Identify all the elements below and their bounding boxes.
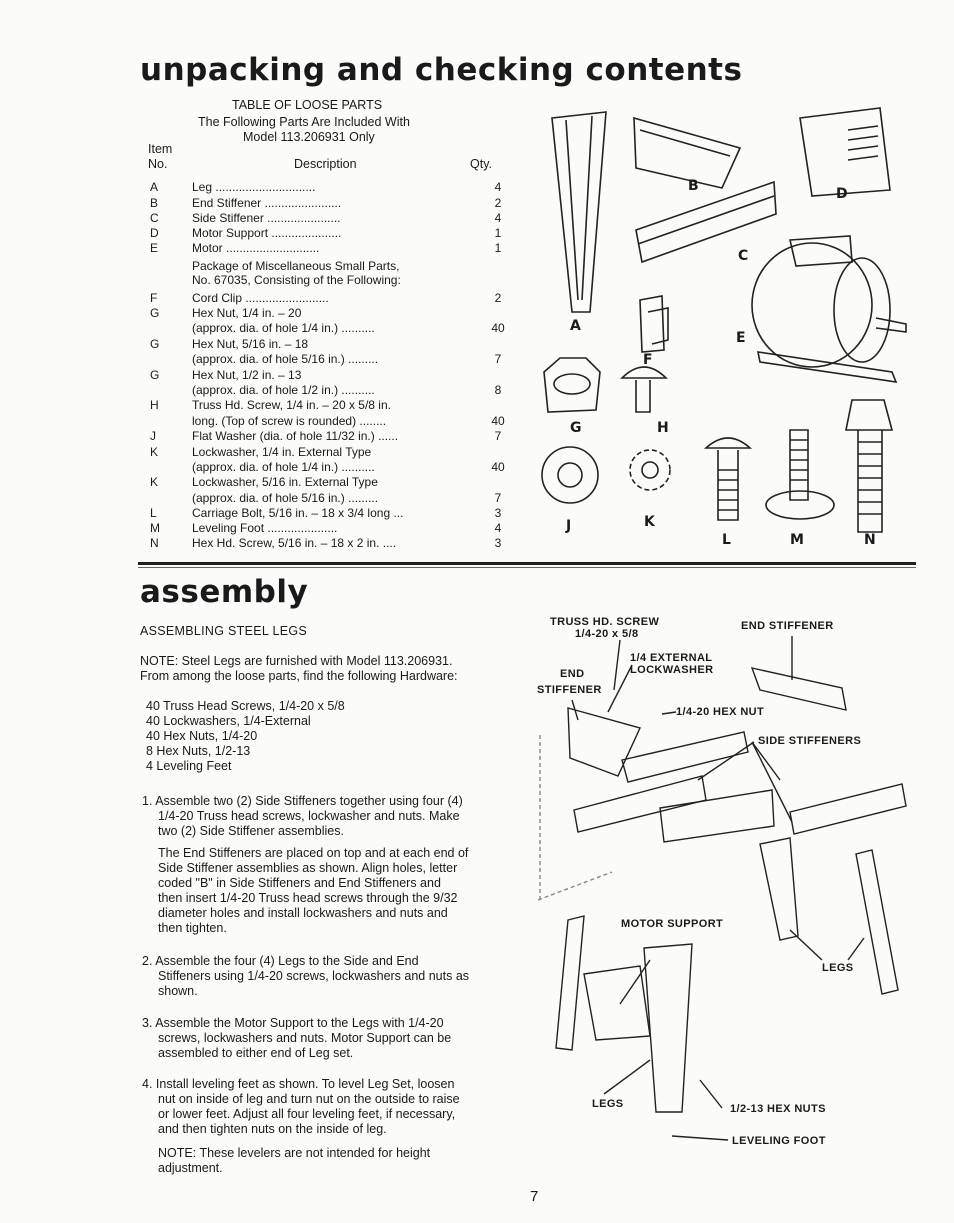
label-motor-support: MOTOR SUPPORT [621,918,724,930]
row-item: J [150,429,156,443]
row-item: B [150,196,159,210]
row-item: H [150,398,159,412]
row-qty: 4 [494,521,502,535]
hardware-item: 40 Lockwashers, 1/4-External [146,714,311,728]
row-item: N [150,536,159,550]
label-hex-nuts-half: 1/2-13 HEX NUTS [730,1103,826,1115]
row-description: Hex Hd. Screw, 5/16 in. – 18 x 2 in. .... [192,536,397,550]
col-item-label: Item [148,142,173,156]
label-leveling-foot: LEVELING FOOT [732,1135,826,1147]
row-description: (approx. dia. of hole 1/4 in.) .......... [192,321,375,335]
row-item: F [150,291,158,305]
row-qty: 2 [494,291,502,305]
end-stiffener-part [752,668,846,710]
label-end-stiffener-top: END STIFFENER [741,620,834,632]
table-subtitle-2: Model 113.206931 Only [243,130,375,144]
row-item: L [150,506,157,520]
side-stiffener-right [790,784,906,834]
label-legs-right: LEGS [822,962,854,974]
row-qty: 1 [494,241,502,255]
row-description: End Stiffener ....................... [192,196,342,210]
assembly-title: assembly [140,574,309,610]
row-description: Motor ............................ [192,241,320,255]
label-stiffener: STIFFENER [537,684,602,696]
row-qty: 7 [494,352,502,366]
page-title: unpacking and checking contents [140,52,743,88]
row-qty: 1 [494,226,502,240]
row-description: Hex Nut, 5/16 in. – 18 [192,337,309,351]
row-qty: 4 [494,211,502,225]
leg-left-2 [644,944,692,1112]
side-stiffener-upper [622,732,748,782]
part-letter-n: N [864,532,876,548]
row-qty: 40 [491,321,505,335]
side-stiffener-mid [660,790,774,842]
row-qty: 4 [494,180,502,194]
row-item: M [150,521,160,535]
part-letter-m: M [790,532,804,548]
step-3: 3. Assemble the Motor Support to the Legs with 1/4-20 screws, lockwashers and nuts. Motor Support can be assembled to either end of Leg set. [142,1016,452,1060]
label-external-2: LOCKWASHER [630,664,714,676]
row-item: K [150,475,159,489]
table-subtitle-1: The Following Parts Are Included With [198,115,410,129]
label-external-1: 1/4 EXTERNAL [630,652,713,664]
part-letter-f: F [643,352,653,368]
leg-right-2 [856,850,898,994]
row-item: G [150,368,160,382]
row-description: Motor Support ..................... [192,226,342,240]
step-1-detail: The End Stiffeners are placed on top and at each end of Side Stiffener assemblies as shown. Align holes, letter coded "B" in Side Stiffeners and End Stiffeners and then insert 1/4-20 Truss head screws through the 9/32 diameter holes and install lockwashers and nuts and then tighten. [158,846,469,935]
label-hex-nut: 1/4-20 HEX NUT [676,706,765,718]
hardware-item: 4 Leveling Feet [146,759,232,773]
row-qty: 7 [494,429,502,443]
part-letter-a: A [570,318,581,334]
row-description: Flat Washer (dia. of hole 11/32 in.) ...... [192,429,399,443]
motor-support-part [584,966,650,1040]
row-qty: 8 [494,383,502,397]
row-description: Hex Nut, 1/4 in. – 20 [192,306,302,320]
row-qty: 7 [494,491,502,505]
row-qty: 3 [494,506,502,520]
leg-left-1 [556,916,584,1050]
hardware-item: 40 Truss Head Screws, 1/4-20 x 5/8 [146,699,345,713]
part-letter-h: H [657,420,669,436]
label-truss-size: 1/4-20 x 5/8 [575,628,639,640]
part-letter-e: E [736,330,746,346]
row-description: Side Stiffener ...................... [192,211,341,225]
step-2: 2. Assemble the four (4) Legs to the Side and End Stiffeners using 1/4-20 screws, lockwashers and nuts as shown. [142,954,470,998]
row-description: Package of Miscellaneous Small Parts, [192,259,400,273]
col-description-label: Description [294,157,357,171]
label-side-stiffeners: SIDE STIFFENERS [758,735,862,747]
row-item: D [150,226,159,240]
label-truss-screw: TRUSS HD. SCREW [550,616,660,628]
row-description: (approx. dia. of hole 5/16 in.) ......... [192,352,379,366]
page-number: 7 [530,1188,539,1205]
row-item: K [150,445,159,459]
row-item: A [150,180,159,194]
row-item: C [150,211,159,225]
part-letter-j: J [566,518,572,534]
row-description: Lockwasher, 5/16 in. External Type [192,475,378,489]
row-qty: 3 [494,536,502,550]
row-qty: 2 [494,196,502,210]
part-letter-b: B [688,178,699,194]
label-legs-left: LEGS [592,1098,624,1110]
row-description: long. (Top of screw is rounded) ........ [192,414,387,428]
assembly-note-1: NOTE: Steel Legs are furnished with Model 113.206931. [140,654,453,668]
row-description: Leg .............................. [192,180,316,194]
step-1: 1. Assemble two (2) Side Stiffeners together using four (4) 1/4-20 Truss head screws, lockwasher and nuts. Make two (2) Side Stiffener assemblies. [142,794,463,838]
row-qty: 40 [491,460,505,474]
row-description: (approx. dia. of hole 5/16 in.) ......... [192,491,379,505]
part-letter-g: G [570,420,582,436]
step-4-note: NOTE: These levelers are not intended for height adjustment. [158,1146,431,1175]
col-qty-label: Qty. [470,157,492,171]
row-item: E [150,241,159,255]
row-description: Hex Nut, 1/2 in. – 13 [192,368,302,382]
row-description: Truss Hd. Screw, 1/4 in. – 20 x 5/8 in. [192,398,391,412]
label-end: END [560,668,585,680]
row-description: (approx. dia. of hole 1/4 in.) .......... [192,460,375,474]
col-item-no-label: No. [148,157,168,171]
step-4: 4. Install leveling feet as shown. To level Leg Set, loosen nut on inside of leg and turn nut on the outside to raise or lower feet. Adjust all four leveling feet, if necessary, and then tighten nuts on the inside of leg. [142,1077,460,1136]
row-description: Cord Clip ......................... [192,291,329,305]
table-title: TABLE OF LOOSE PARTS [232,98,383,112]
assembly-subheading: ASSEMBLING STEEL LEGS [140,624,308,638]
part-letter-d: D [836,186,848,202]
hardware-item: 8 Hex Nuts, 1/2-13 [146,744,251,758]
row-qty: 40 [491,414,505,428]
end-stiffener-left-part [568,708,640,776]
row-description: Carriage Bolt, 5/16 in. – 18 x 3/4 long ... [192,506,404,520]
row-item: G [150,306,160,320]
row-description: (approx. dia. of hole 1/2 in.) .......... [192,383,375,397]
row-description: No. 67035, Consisting of the Following: [192,273,401,287]
row-item: G [150,337,160,351]
part-letter-c: C [738,248,749,264]
part-letter-k: K [644,514,655,530]
row-description: Leveling Foot ..................... [192,521,338,535]
row-description: Lockwasher, 1/4 in. External Type [192,445,372,459]
hardware-item: 40 Hex Nuts, 1/4-20 [146,729,258,743]
assembly-note-2: From among the loose parts, find the following Hardware: [140,669,458,683]
part-letter-l: L [722,532,731,548]
leg-right-1 [760,838,798,940]
